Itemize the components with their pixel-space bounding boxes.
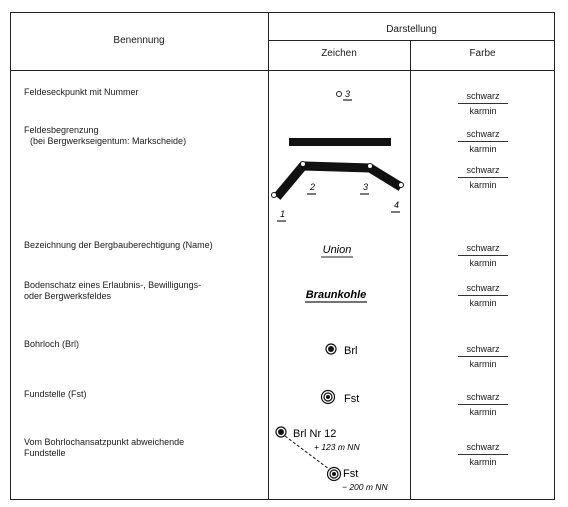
row-name-abweichend: Vom Bohrlochansatzpunkt abweichende (24, 437, 185, 447)
fst2-label: Fst (343, 468, 359, 480)
vertex-circle-icon (301, 162, 306, 167)
row-name-abweichend-2: Fundstelle (24, 448, 66, 458)
farbe-karmin: karmin (469, 359, 497, 369)
farbe-schwarz: schwarz (458, 282, 508, 296)
row-name-bohrloch: Bohrloch (Brl) (24, 339, 80, 349)
boundary-polyline-icon (277, 166, 401, 197)
braunkohle-label: Braunkohle (305, 289, 367, 301)
vertex-number-1: 1 (280, 209, 286, 219)
farbe-karmin: karmin (469, 407, 497, 417)
brl-label: Brl (344, 345, 358, 357)
vertex-number-2: 2 (310, 182, 316, 192)
row-name-bodenschatz-2: oder Bergwerksfeldes (24, 291, 112, 301)
header-farbe: Farbe (469, 48, 496, 59)
fundstelle-core (332, 472, 336, 476)
union-label: Union (322, 244, 352, 256)
row-name-feldeseckpunkt: Feldeseckpunkt mit Nummer (24, 87, 139, 97)
vertex-circle-icon (272, 193, 277, 198)
farbe-schwarz: schwarz (458, 90, 508, 104)
header-darstellung: Darstellung (386, 24, 437, 35)
vertex-number-4: 4 (394, 200, 400, 210)
brl-nr-label: Brl Nr 12 (293, 428, 337, 440)
header-zeichen: Zeichen (321, 48, 357, 59)
row-name-feldesbegrenzung: Feldesbegrenzung (24, 125, 99, 135)
farbe-karmin: karmin (469, 144, 497, 154)
bohrloch-core (328, 346, 334, 352)
farbe-karmin: karmin (469, 258, 497, 268)
fundstelle-core (326, 395, 330, 399)
farbe-schwarz: schwarz (458, 164, 508, 178)
row-name-feldesbegrenzung-sub: (bei Bergwerkseigentum: Markscheide) (30, 136, 187, 146)
vertex-circle-icon (368, 164, 373, 169)
row-name-bodenschatz: Bodenschatz eines Erlaubnis-, Bewilligungs- (24, 280, 202, 290)
farbe-karmin: karmin (469, 298, 497, 308)
minus-nn-label: − 200 m NN (342, 482, 388, 492)
farbe-karmin: karmin (469, 457, 497, 467)
boundary-bar-icon (289, 138, 391, 146)
plus-nn-label: + 123 m NN (314, 442, 360, 452)
farbe-schwarz: schwarz (458, 343, 508, 357)
farbe-karmin: karmin (469, 106, 497, 116)
farbe-schwarz: schwarz (458, 242, 508, 256)
eckpunkt-number: 3 (345, 89, 351, 99)
fst-label: Fst (344, 393, 360, 405)
offset-dashed-line (285, 436, 329, 469)
farbe-schwarz: schwarz (458, 128, 508, 142)
row-name-fundstelle: Fundstelle (Fst) (24, 389, 87, 399)
vertex-number-3: 3 (363, 182, 369, 192)
farbe-schwarz: schwarz (458, 391, 508, 405)
bohrloch-core (278, 429, 284, 435)
row-name-bezeichnung: Bezeichnung der Bergbauberechtigung (Name) (24, 240, 213, 250)
eckpunkt-circle-icon (337, 92, 342, 97)
farbe-karmin: karmin (469, 180, 497, 190)
farbe-schwarz: schwarz (458, 441, 508, 455)
header-benennung: Benennung (113, 35, 165, 46)
vertex-circle-icon (399, 183, 404, 188)
